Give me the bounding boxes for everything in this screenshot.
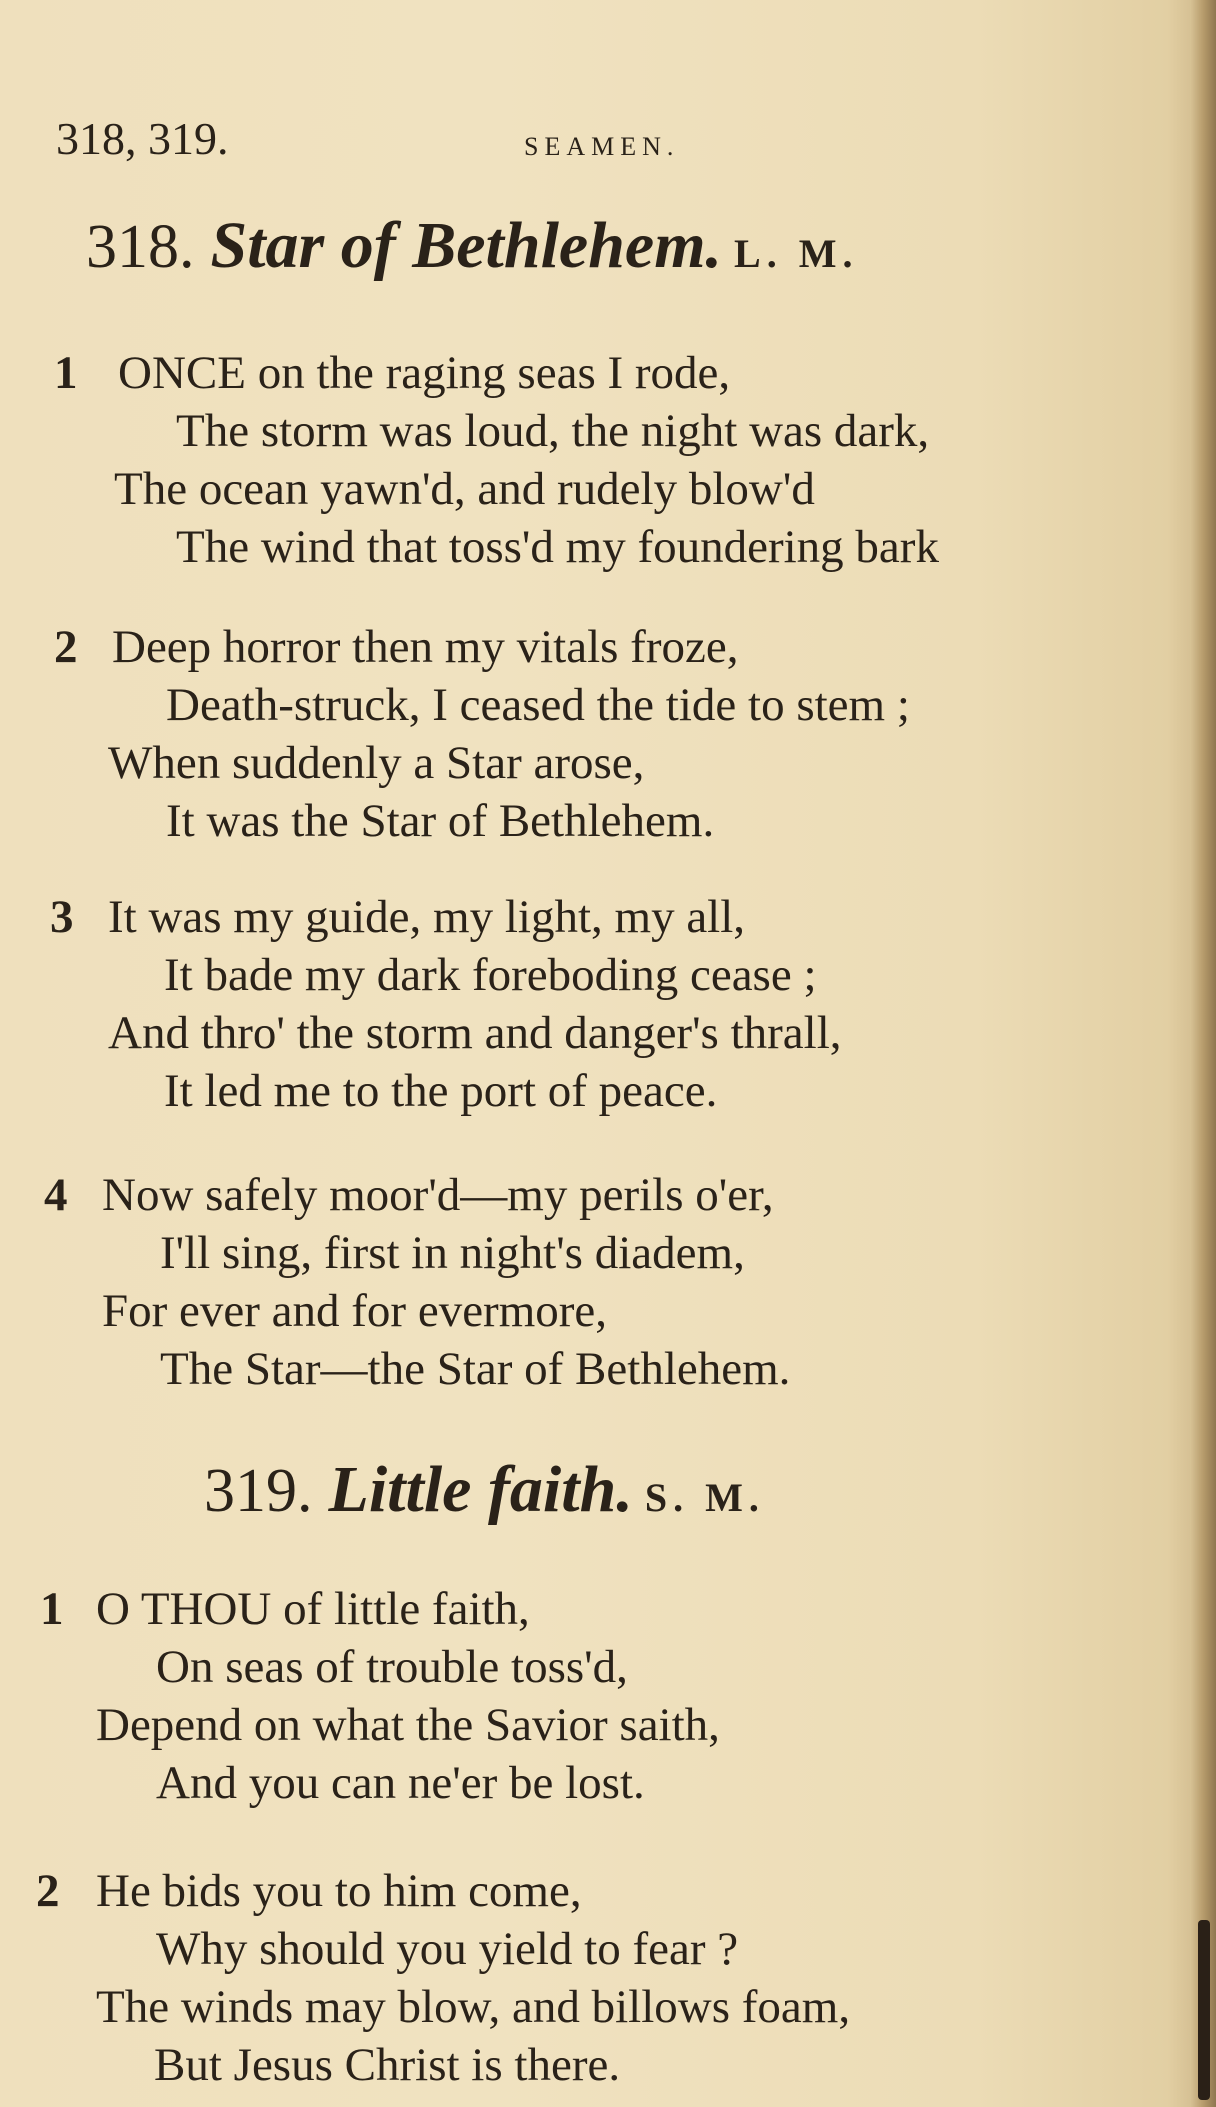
verse-line: It was the Star of Bethlehem. xyxy=(166,795,715,847)
verse-line: The Star—the Star of Bethlehem. xyxy=(160,1343,791,1395)
stanza-number: 2 xyxy=(54,621,78,673)
verse-line: And thro' the storm and danger's thrall, xyxy=(108,1007,842,1059)
hymn-319-title xyxy=(204,1452,765,1528)
page-edge-shadow xyxy=(1198,1920,1210,2100)
verse-line: For ever and for evermore, xyxy=(102,1285,608,1337)
header-section-title: SEAMEN. xyxy=(524,132,680,161)
verse-line: O THOU of little faith, xyxy=(96,1583,530,1635)
hymn-name: Star of Bethlehem. xyxy=(210,209,723,282)
verse-line: It was my guide, my light, my all, xyxy=(108,891,746,943)
verse-line: Now safely moor'd—my perils o'er, xyxy=(102,1169,774,1221)
verse-line: But Jesus Christ is there. xyxy=(154,2039,621,2091)
hymn-number: 318. xyxy=(86,213,195,281)
verse-line: It led me to the port of peace. xyxy=(164,1065,718,1117)
hymn-meter: S. M. xyxy=(644,1475,765,1520)
hymn-318-title xyxy=(86,208,858,284)
verse-line: I'll sing, first in night's diadem, xyxy=(160,1227,745,1279)
verse-line: Depend on what the Savior saith, xyxy=(96,1699,720,1751)
stanza-number: 3 xyxy=(50,891,74,943)
verse-line: When suddenly a Star arose, xyxy=(108,737,645,789)
verse-line: On seas of trouble toss'd, xyxy=(156,1641,628,1693)
verse-line: The winds may blow, and billows foam, xyxy=(96,1981,851,2033)
verse-line: It bade my dark foreboding cease ; xyxy=(164,949,817,1001)
verse-line: He bids you to him come, xyxy=(96,1865,582,1917)
verse-line: The storm was loud, the night was dark, xyxy=(176,405,930,457)
running-header xyxy=(56,112,1156,172)
hymn-meter: L. M. xyxy=(734,231,859,276)
stanza-number: 2 xyxy=(36,1865,60,1917)
stanza-number: 1 xyxy=(54,347,78,399)
hymn-number: 319. xyxy=(204,1457,313,1525)
verse-line: The wind that toss'd my foundering bark xyxy=(176,521,939,573)
verse-line: Why should you yield to fear ? xyxy=(156,1923,739,1975)
stanza-number: 1 xyxy=(40,1583,64,1635)
hymn-name: Little faith. xyxy=(328,1453,633,1526)
verse-line: Deep horror then my vitals froze, xyxy=(112,621,739,673)
stanza-number: 4 xyxy=(44,1169,68,1221)
verse-line: ONCE on the raging seas I rode, xyxy=(118,347,731,399)
verse-line: And you can ne'er be lost. xyxy=(156,1757,645,1809)
verse-line: Death-struck, I ceased the tide to stem ; xyxy=(166,679,910,731)
book-spine-edge xyxy=(1190,0,1216,2107)
verse-line: The ocean yawn'd, and rudely blow'd xyxy=(114,463,815,515)
header-page-numbers: 318, 319. xyxy=(56,113,229,164)
